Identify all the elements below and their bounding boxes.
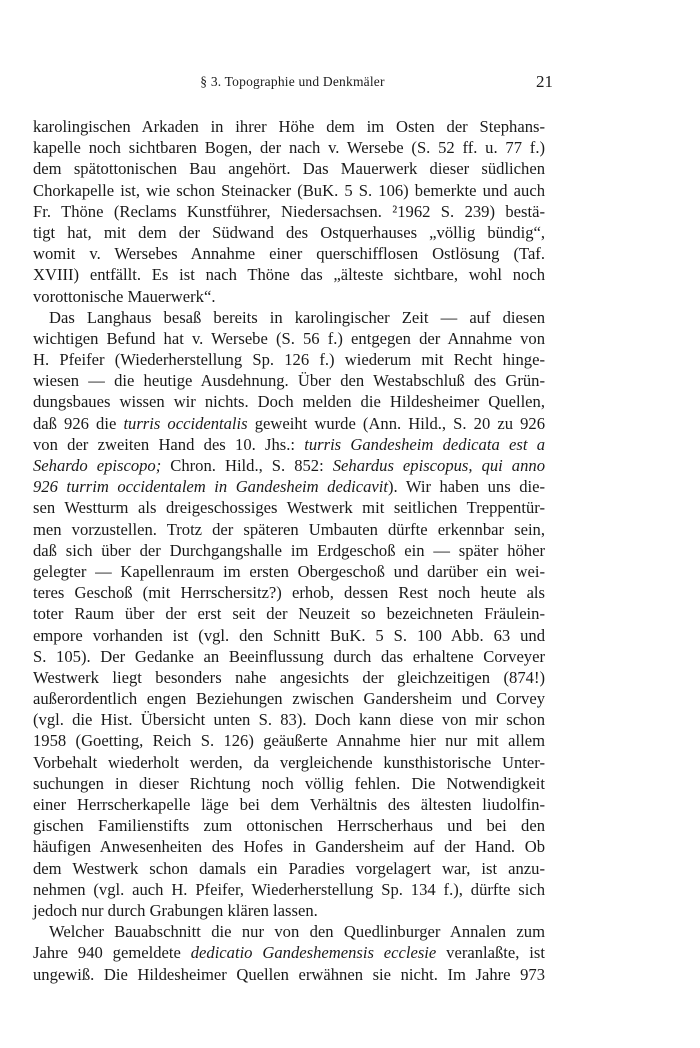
text-line <box>33 137 545 158</box>
text-line <box>33 688 545 709</box>
text-segment: daß sich über der Durchgangshalle im Erdgeschoß ein — später höher <box>33 540 545 560</box>
text-line <box>33 879 545 900</box>
text-line <box>33 625 545 646</box>
text-segment: toter Raum über der erst seit der Neuzeit so bezeichneten Fräulein- <box>33 604 545 624</box>
italic-text: turris occidentalis <box>123 413 248 433</box>
text-segment: dem Westwerk schon damals ein Paradies vorgelagert war, ist anzu- <box>33 858 545 878</box>
text-line <box>33 964 545 985</box>
text-line <box>33 582 545 603</box>
text-segment: (vgl. die Hist. Übersicht unten S. 83). Doch kann diese von mir schon <box>33 710 545 730</box>
text-segment: Jahre 940 gemeldete <box>33 943 191 963</box>
text-segment: dem spätottonischen Bau angehört. Das Mauerwerk dieser südlichen <box>33 159 545 179</box>
text-segment: vorottonische Mauerwerk“. <box>33 286 216 306</box>
text-segment: Welcher Bauabschnitt die nur von den Quedlinburger Annalen zum <box>49 922 545 942</box>
text-segment: gelegter — Kapellenraum im ersten Obergeschoß und darüber ein wei- <box>33 561 545 581</box>
text-line <box>33 349 545 370</box>
text-line <box>33 752 545 773</box>
text-segment: suchungen in dieser Richtung noch völlig fehlen. Die Notwendigkeit <box>33 773 545 793</box>
running-head <box>32 72 553 94</box>
text-line <box>33 434 545 455</box>
text-line <box>33 519 545 540</box>
text-segment: empore vorhanden ist (vgl. den Schnitt BuK. 5 S. 100 Abb. 63 und <box>33 625 545 645</box>
text-segment: daß 926 die <box>33 413 124 433</box>
text-segment: teres Geschoß (mit Herrschersitz?) erhob, dessen Rest noch heute als <box>33 583 545 603</box>
text-segment: jedoch nur durch Grabungen klären lassen. <box>33 900 318 920</box>
text-line <box>33 900 545 921</box>
text-line <box>33 730 545 751</box>
text-line <box>33 646 545 667</box>
text-line <box>33 391 545 412</box>
text-segment: ungewiß. Die Hildesheimer Quellen erwähnen sie nicht. Im Jahre 973 <box>33 964 545 984</box>
text-line <box>33 264 545 285</box>
text-line <box>33 709 545 730</box>
text-segment: Westwerk liegt besonders nahe angesichts der gleichzeitigen (874!) <box>33 667 545 687</box>
text-segment: von der zweiten Hand des 10. Jhs.: <box>33 434 305 454</box>
text-line <box>33 158 545 179</box>
text-line <box>33 497 545 518</box>
text-segment: men vorzustellen. Trotz der späteren Umbauten dürfte erkennbar sein, <box>33 519 545 539</box>
text-line <box>33 413 545 434</box>
text-segment: XVIII) entfällt. Es ist nach Thöne das „älteste sichtbare, wohl noch <box>33 265 545 285</box>
text-line <box>33 476 545 497</box>
text-segment: karolingischen Arkaden in ihrer Höhe dem im Osten der Stephans- <box>33 117 545 136</box>
text-segment: häufigen Anwesenheiten des Hofes in Gandersheim auf der Hand. Ob <box>33 837 545 857</box>
text-line <box>33 540 545 561</box>
text-segment: Fr. Thöne (Reclams Kunstführer, Niedersachsen. ²1962 S. 239) bestä- <box>33 201 545 221</box>
text-segment: S. 105). Der Gedanke an Beeinflussung durch das erhaltene Corveyer <box>33 646 545 666</box>
text-line <box>33 836 545 857</box>
italic-text: Sehardo episcopo; <box>33 456 162 475</box>
text-segment: tigt hat, mit dem der Südwand des Ostquerhauses „völlig bündig“, <box>33 222 545 242</box>
text-segment: kapelle noch sichtbaren Bogen, der nach v. Wersebe (S. 52 ff. u. 77 f.) <box>33 138 545 158</box>
text-line <box>33 370 545 391</box>
text-line <box>33 328 545 349</box>
text-segment: außerordentlich engen Beziehungen zwischen Gandersheim und Corvey <box>33 689 545 709</box>
text-line <box>33 603 545 624</box>
text-segment: gischen Familienstifts zum ottonischen Herrscherhaus und bei den <box>33 816 545 836</box>
text-line <box>33 307 545 328</box>
page-number: 21 <box>536 72 553 91</box>
text-line <box>33 561 545 582</box>
text-segment: 1958 (Goetting, Reich S. 126) geäußerte Annahme hier nur mit allem <box>33 731 545 751</box>
text-segment: nehmen (vgl. auch H. Pfeifer, Wiederherstellung Sp. 134 f.), dürfte sich <box>33 879 545 899</box>
text-line <box>33 942 545 963</box>
text-line <box>33 455 545 476</box>
italic-text: Sehardus episcopus, qui anno <box>332 456 545 475</box>
text-line <box>33 794 545 815</box>
text-line <box>33 815 545 836</box>
text-segment: geweiht wurde (Ann. Hild., S. 20 zu 926 <box>247 413 545 433</box>
text-line <box>33 201 545 222</box>
text-segment: wiesen — die heutige Ausdehnung. Über den Westabschluß des Grün- <box>33 371 545 391</box>
text-segment: Vorbehalt wiederholt werden, da vergleichende kunsthistorische Unter- <box>33 752 545 772</box>
text-line <box>33 180 545 201</box>
text-segment: ). Wir haben uns die- <box>387 477 545 497</box>
text-segment: Das Langhaus besaß bereits in karolingischer Zeit — auf diesen <box>49 307 545 327</box>
text-line <box>33 858 545 879</box>
text-line <box>33 921 545 942</box>
text-segment: Chron. Hild., S. 852: <box>161 456 333 475</box>
text-line <box>33 667 545 688</box>
italic-text: dedicatio Gandeshemensis ecclesie <box>190 943 437 963</box>
text-segment: womit v. Wersebes Annahme einer querschifflosen Ostlösung (Taf. <box>33 244 545 264</box>
text-segment: einer Herrscherkapelle läge bei dem Verhältnis des ältesten liudolfin- <box>33 795 545 814</box>
text-line <box>33 222 545 243</box>
italic-text: 926 turrim occidentalem in Gandesheim dedicavit <box>33 477 388 497</box>
text-line <box>33 286 545 307</box>
text-line <box>33 243 545 264</box>
text-segment: H. Pfeifer (Wiederherstellung Sp. 126 f.) wiederum mit Recht hinge- <box>33 350 545 370</box>
text-line <box>33 116 545 137</box>
text-segment: sen Westturm als dreigeschossiges Westwerk mit seitlichen Treppentür- <box>33 498 545 518</box>
text-segment: dungsbaues wissen wir nichts. Doch melden die Hildesheimer Quellen, <box>33 392 545 412</box>
text-line <box>33 773 545 794</box>
body-text <box>33 116 545 985</box>
running-head-title: § 3. Topographie und Denkmäler <box>200 74 385 89</box>
italic-text: turris Gandesheim dedicata est a <box>304 434 545 454</box>
text-segment: veranlaßte, ist <box>436 943 545 963</box>
text-segment: wichtigen Befund hat v. Wersebe (S. 56 f.) entgegen der Annahme von <box>33 328 545 348</box>
text-segment: Chorkapelle ist, wie schon Steinacker (BuK. 5 S. 106) bemerkte und auch <box>33 180 545 200</box>
